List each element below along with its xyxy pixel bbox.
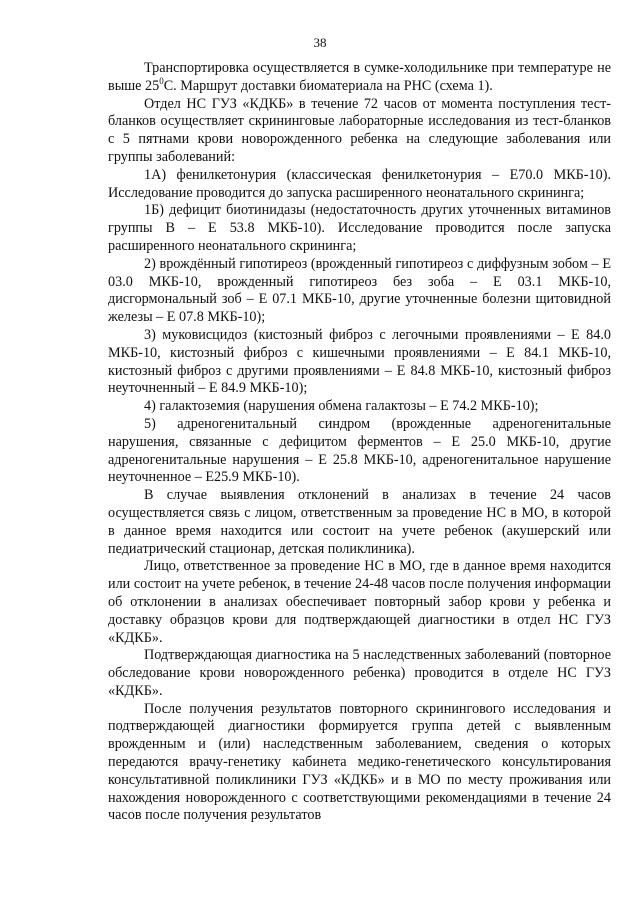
paragraph-deviation-contact: В случае выявления отклонений в анализах в течение 24 часов осуществляется связь с лицом, ответственным за проведение НС в МО, в которой в данное время находится или состоит на учете ребенок (акушерский или педиатрический стационар, детская поликлиника).: [108, 487, 611, 557]
paragraph-confirmatory-diagnostics: Подтверждающая диагностика на 5 наследственных заболеваний (повторное обследование крови новорожденного ребенка) проводится в отделе НС ГУЗ «КДКБ».: [108, 647, 611, 699]
list-item-1b: 1Б) дефицит биотинидазы (недостаточность других уточненных витаминов группы В – Е 53.8 МКБ-10). Исследование проводится после запуска расширенного неонатального скрининга;: [108, 202, 611, 254]
list-item-3: 3) муковисцидоз (кистозный фиброз с легочными проявлениями – Е 84.0 МКБ-10, кистозный фиброз с кишечными проявлениями – Е 84.1 МКБ-10, кистозный фиброз с другими проявлениями – Е 84.8 МКБ-10, кистозный фиброз неуточненный – Е 84.9 МКБ-10);: [108, 326, 611, 397]
list-item-2: 2) врождённый гипотиреоз (врожденный гипотиреоз с диффузным зобом – Е 03.0 МКБ-10, врожденный гипотиреоз без зоба – Е 03.1 МКБ-10, дисгормональный зоб – Е 07.1 МКБ-10, другие уточненные болезни щитовидной железы – Е 07.8 МКБ-10);: [108, 255, 611, 326]
document-body: [108, 60, 611, 825]
degree-superscript: 0: [159, 75, 164, 86]
paragraph-transport-text-end: С. Маршрут доставки биоматериала на РНС (схема 1).: [163, 77, 493, 94]
page-number: 38: [313, 35, 327, 50]
paragraph-results-group: После получения результатов повторного скринингового исследования и подтверждающей диагностики формируется группа детей с выявленным врожденным и (или) наследственным заболеванием, сведения о которых передаются врачу-генетику кабинета медико-генетического консультирования консультативной поликлиники ГУЗ «КДКБ» и в МО по месту проживания или нахождения новорожденного с соответствующими рекомендациями в течение 24 часов после получения результатов: [108, 700, 611, 824]
paragraph-transport: [108, 60, 611, 96]
paragraph-responsible-person: Лицо, ответственное за проведение НС в МО, где в данное время находится или состоит на учете ребенок, в течение 24-48 часов после получения информации об отклонении в анализах обеспечивает повторный забор крови у ребенка и доставку образцов крови для подтверждающей диагностики в отдел НС ГУЗ «КДКБ».: [108, 558, 611, 646]
list-item-1a: 1А) фенилкетонурия (классическая фенилкетонурия – Е70.0 МКБ-10). Исследование проводится до запуска расширенного неонатального скрининга;: [108, 166, 611, 201]
list-item-4: 4) галактоземия (нарушения обмена галактозы – Е 74.2 МКБ-10);: [144, 398, 539, 415]
paragraph-transport-text: Транспортировка осуществляется в сумке-холодильнике при температуре не выше 25: [108, 60, 611, 94]
list-item-5: 5) адреногенитальный синдром (врожденные адреногенитальные нарушения, связанные с дефицитом ферментов – Е 25.0 МКБ-10, другие адреногенитальные нарушения – Е 25.8 МКБ-10, адреногенитальное нарушение неуточненное – Е25.9 МКБ-10).: [108, 415, 611, 486]
paragraph-screening-intro: Отдел НС ГУЗ «КДКБ» в течение 72 часов от момента поступления тест-бланков осуществляет скрининговые лабораторные исследования из тест-бланков с 5 пятнами крови новорожденного ребенка на следующие заболевания или группы заболеваний:: [108, 95, 611, 165]
